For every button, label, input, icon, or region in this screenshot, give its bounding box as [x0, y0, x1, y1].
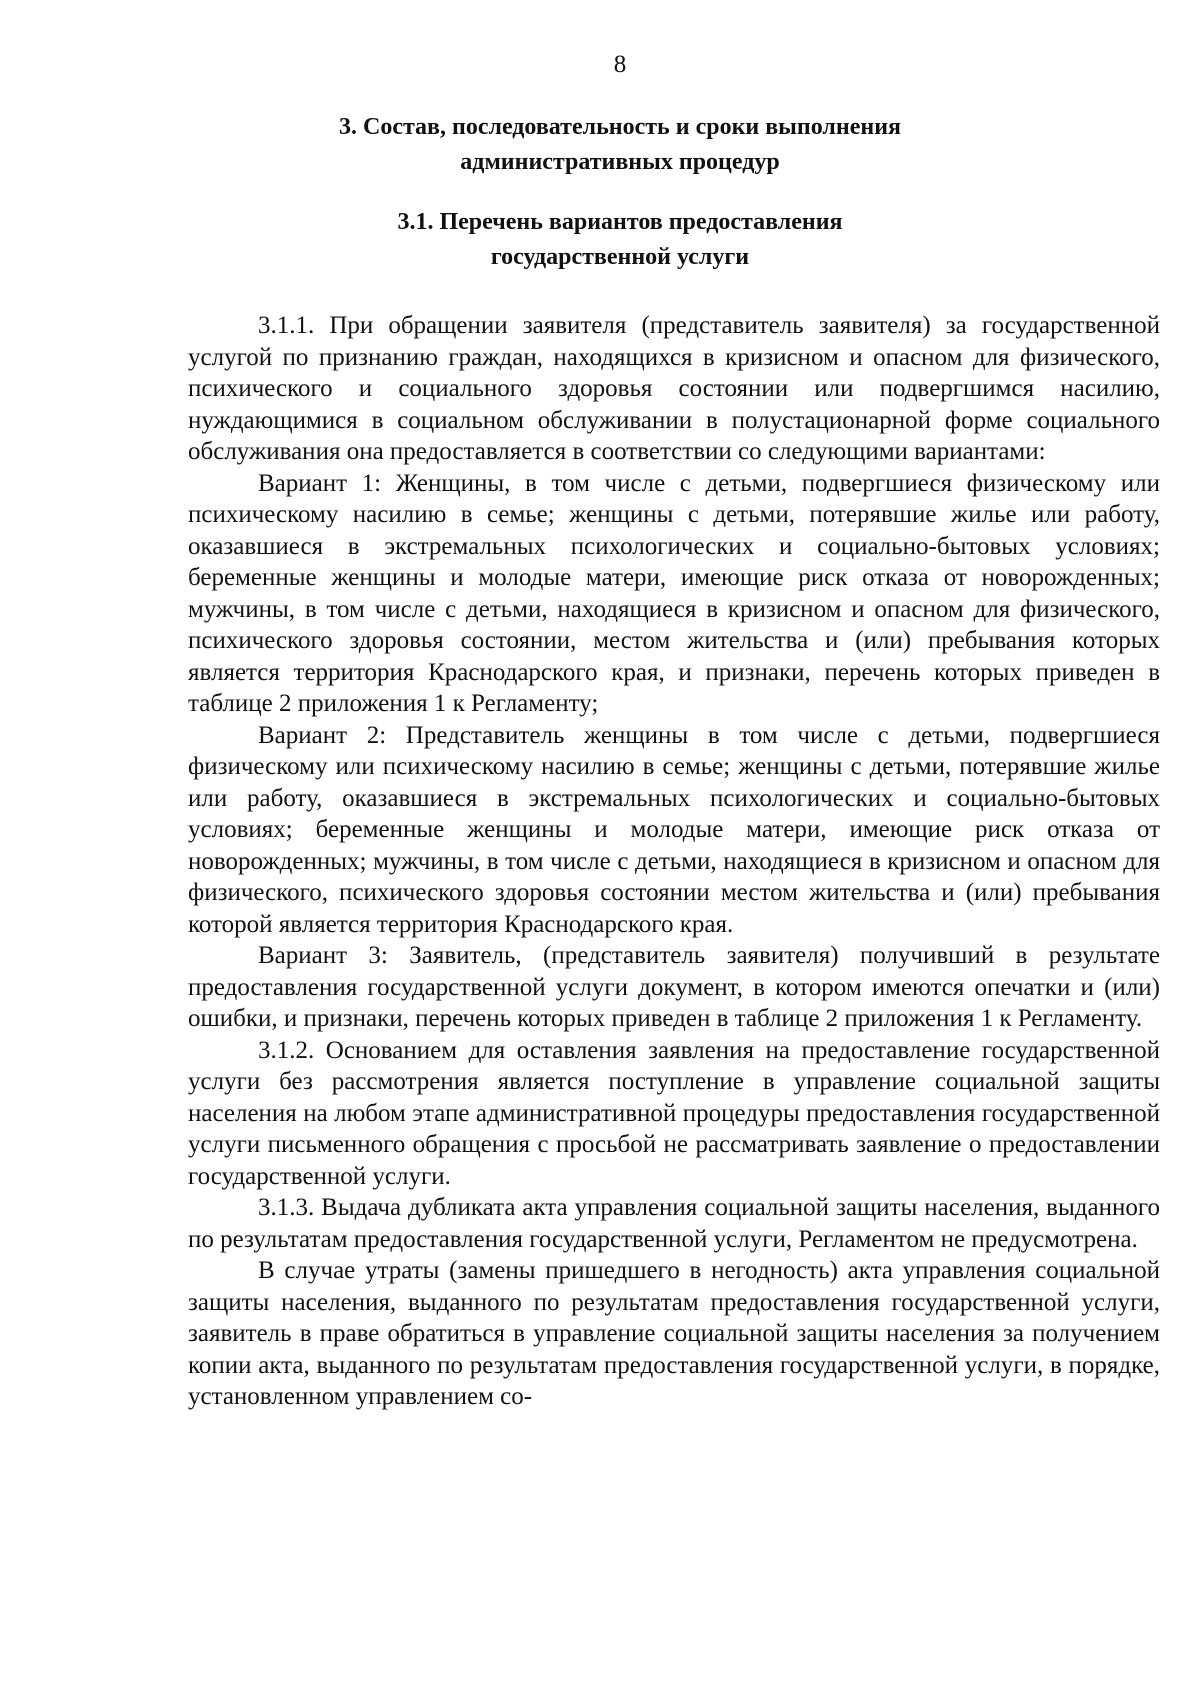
page-number: 8 — [613, 51, 627, 78]
paragraph-variant-3: Вариант 3: Заявитель, (представитель заявителя) получивший в результате предоставления государственной услуги документ, в котором имеются опечатки и (или) ошибки, и признаки, перечень которых приведен в таблице 2 приложения 1 к Регламенту. — [188, 942, 1160, 1032]
subsection-heading — [0, 205, 1200, 275]
paragraph-variant-2: Вариант 2: Представитель женщины в том числе с детьми, подвергшиеся физическому или психическому насилию в семье; женщины с детьми, потерявшие жилье или работу, оказавшиеся в экстремальных психологических и социально-бытовых условиях; беременные женщины и молодые матери, имеющие риск отказа от новорожденных; мужчины, в том числе с детьми, находящиеся в кризисном и опасном для физического, психического здоровья состоянии местом жительства и (или) пребывания которой является территория Краснодарского края. — [188, 721, 1160, 938]
paragraph-3-1-2: 3.1.2. Основанием для оставления заявления на предоставление государственной услуги без рассмотрения является поступление в управление социальной защиты населения на любом этапе административной процедуры предоставления государственной услуги письменного обращения с просьбой не рассматривать заявление о предоставлении государственной услуги. — [188, 1036, 1160, 1190]
body-text — [188, 310, 1160, 1413]
subsection-heading-line-2: государственной услуги — [490, 244, 750, 270]
paragraph-3-1-1: 3.1.1. При обращении заявителя (представитель заявителя) за государственной услугой по признанию граждан, находящихся в кризисном и опасном для физического, психического и социального здоровья состоянии или подвергшимся насилию, нуждающимися в социальном обслуживании в полустационарной форме социального обслуживания она предоставляется в соответствии со следующими вариантами: — [188, 312, 1160, 465]
section-heading — [0, 110, 1200, 180]
paragraph-variant-1: Вариант 1: Женщины, в том числе с детьми, подвергшиеся физическому или психическому насилию в семье; женщины с детьми, потерявшие жилье или работу, оказавшиеся в экстремальных психологических и социально-бытовых условиях; беременные женщины и молодые матери, имеющие риск отказа от новорожденных; мужчины, в том числе с детьми, находящиеся в кризисном и опасном для физического, психического здоровья состоянии, местом жительства и (или) пребывания которых является территория Краснодарского края, и признаки, перечень которых приведен в таблице 2 приложения 1 к Регламенту; — [188, 469, 1160, 717]
section-heading-line-2: административных процедур — [460, 149, 780, 175]
section-heading-line-1: 3. Состав, последовательность и сроки выполнения — [338, 114, 902, 140]
paragraph-loss-of-act: В случае утраты (замены пришедшего в негодность) акта управления социальной защиты населения, выданного по результатам предоставления государственной услуги, заявитель в праве обратиться в управление социальной защиты населения за получением копии акта, выданного по результатам предоставления государственной услуги, в порядке, установленном управлением со- — [188, 1257, 1160, 1410]
paragraph-3-1-3: 3.1.3. Выдача дубликата акта управления социальной защиты населения, выданного по результатам предоставления государственной услуги, Регламентом не предусмотрена. — [188, 1194, 1160, 1253]
subsection-heading-line-1: 3.1. Перечень вариантов предоставления — [397, 209, 843, 235]
